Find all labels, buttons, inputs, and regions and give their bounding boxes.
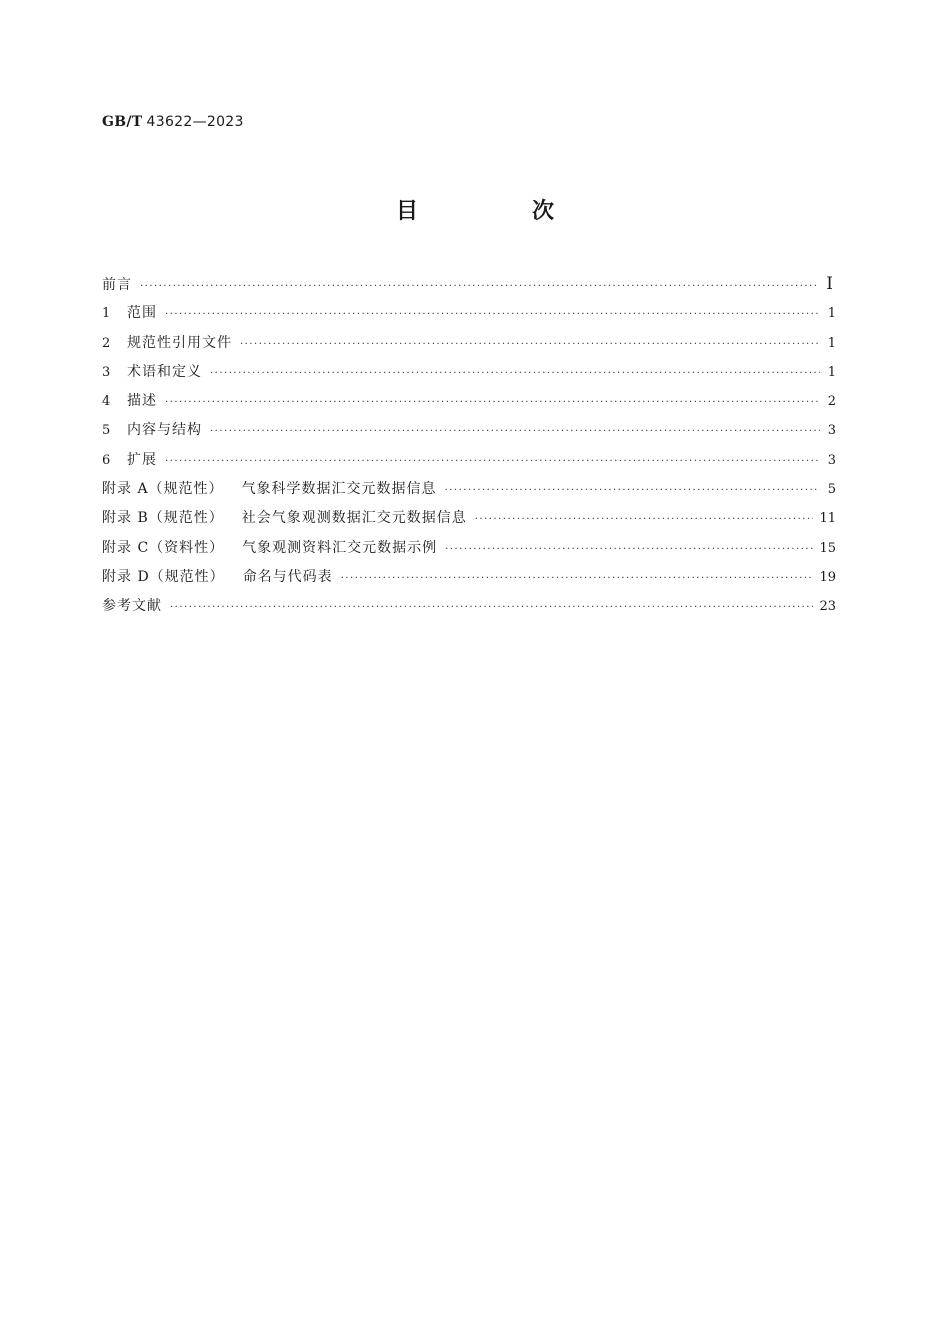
toc-entry-6[interactable] — [102, 446, 836, 475]
toc-entry-label: 范围 — [127, 305, 157, 322]
toc-entry-page: 2 — [827, 394, 836, 410]
standard-number: 43622—2023 — [146, 114, 244, 130]
toc-entry-page: 15 — [819, 540, 836, 556]
toc-entry-5[interactable] — [102, 416, 836, 445]
toc-entry-label: 参考文献 — [102, 598, 162, 615]
toc-leader — [210, 359, 820, 388]
toc-entry-number: 5 — [102, 423, 111, 439]
toc-entry-label: 术语和定义 — [127, 363, 202, 380]
toc-entry-page: 1 — [827, 364, 836, 380]
toc-entry-4[interactable] — [102, 387, 836, 416]
toc-leader — [475, 505, 814, 534]
toc-entry-number: 2 — [102, 335, 111, 351]
toc-entry-page: 11 — [819, 511, 836, 527]
toc-entry-page: 1 — [827, 306, 836, 322]
toc-leader — [341, 564, 814, 593]
toc-entry-number: 6 — [102, 452, 111, 468]
toc-entry-subtitle: 社会气象观测数据汇交元数据信息 — [241, 510, 467, 527]
toc-entry-2[interactable] — [102, 329, 836, 358]
toc-leader — [210, 417, 820, 446]
toc-entry-appendix-d[interactable] — [102, 563, 836, 592]
toc-entry-page: 23 — [819, 599, 836, 615]
page-title: 目 次 — [395, 199, 600, 224]
toc-leader — [240, 330, 820, 359]
toc-entry-label: 规范性引用文件 — [127, 334, 232, 351]
toc-entry-bibliography[interactable] — [102, 592, 836, 621]
toc-entry-page: 3 — [827, 423, 836, 439]
toc-entry-page: I — [826, 274, 833, 294]
table-of-contents — [102, 270, 836, 622]
toc-entry-page: 5 — [827, 482, 836, 498]
standard-code — [102, 114, 244, 130]
toc-entry-label: 前言 — [102, 277, 132, 293]
toc-entry-page: 19 — [819, 569, 836, 585]
toc-entry-page: 3 — [827, 452, 836, 468]
toc-entry-1[interactable] — [102, 299, 836, 328]
standard-prefix: GB/T — [102, 114, 143, 130]
toc-entry-appendix-c[interactable] — [102, 534, 836, 563]
toc-entry-label: 内容与结构 — [127, 422, 202, 439]
toc-entry-appendix-a[interactable] — [102, 475, 836, 504]
toc-entry-label: 附录 A（规范性） — [102, 481, 224, 498]
toc-leader — [165, 388, 820, 417]
toc-entry-number: 1 — [102, 306, 111, 322]
toc-entry-3[interactable] — [102, 358, 836, 387]
toc-leader — [165, 300, 820, 329]
toc-leader — [445, 535, 813, 564]
toc-entry-subtitle: 命名与代码表 — [242, 568, 333, 585]
toc-leader — [165, 447, 820, 476]
toc-entry-label: 描述 — [127, 393, 157, 410]
toc-entry-page: 1 — [827, 335, 836, 351]
toc-entry-appendix-b[interactable] — [102, 504, 836, 533]
toc-entry-number: 3 — [102, 364, 111, 380]
toc-leader — [170, 593, 813, 622]
toc-leader — [445, 476, 820, 505]
toc-entry-preface[interactable] — [102, 270, 836, 299]
toc-entry-label: 附录 B（规范性） — [102, 510, 224, 527]
toc-entry-label: 附录 C（资料性） — [102, 539, 225, 556]
toc-entry-label: 附录 D（规范性） — [102, 568, 225, 585]
toc-leader — [140, 272, 817, 301]
toc-entry-number: 4 — [102, 394, 111, 410]
toc-entry-subtitle: 气象观测资料汇交元数据示例 — [242, 539, 438, 556]
toc-entry-subtitle: 气象科学数据汇交元数据信息 — [241, 481, 437, 498]
toc-entry-label: 扩展 — [127, 451, 157, 468]
